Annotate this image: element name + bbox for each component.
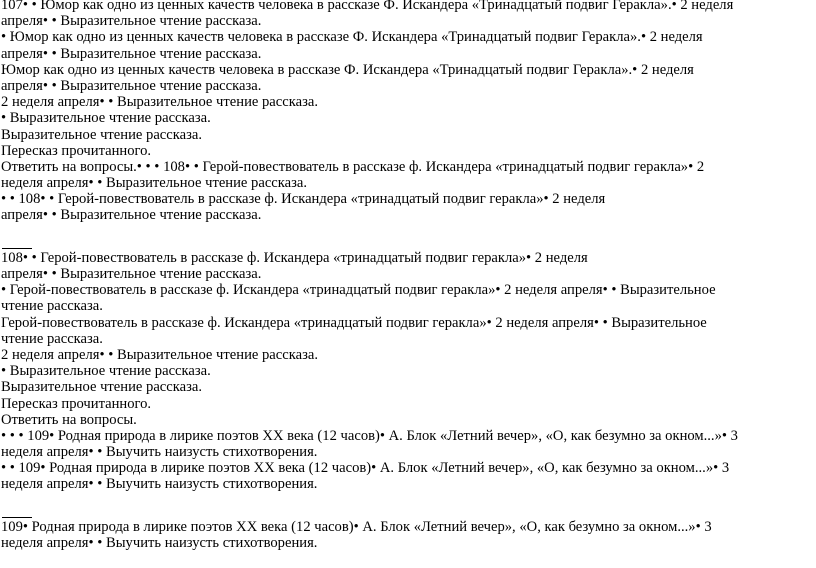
text-line: • Герой-повествователь в рассказе ф. Искандера «тринадцатый подвиг геракла»• 2 неделя апреля• • Выразительное bbox=[1, 282, 716, 299]
text-line: • • 108• • Герой-повествователь в рассказе ф. Искандера «тринадцатый подвиг геракла»• 2 неделя bbox=[1, 191, 606, 208]
text-line: неделя апреля• • Выразительное чтение рассказа. bbox=[1, 175, 308, 192]
text-line: апреля• • Выразительное чтение рассказа. bbox=[1, 77, 262, 94]
text-line: • • 109• Родная природа в лирике поэтов XX века (12 часов)• А. Блок «Летний вечер», «О, как безумно за окном...»• 3 bbox=[1, 460, 730, 477]
text-line: Пересказ прочитанного. bbox=[1, 395, 152, 412]
text-line: • Выразительное чтение рассказа. bbox=[1, 363, 211, 380]
text-line: неделя апреля• • Выучить наизусть стихотворения. bbox=[1, 444, 318, 461]
text-line: 108• • Герой-повествователь в рассказе ф. Искандера «тринадцатый подвиг геракла»• 2 неделя bbox=[1, 249, 588, 266]
separator-row bbox=[1, 509, 809, 519]
text-line: Юмор как одно из ценных качеств человека в рассказе Ф. Искандера «Тринадцатый подвиг Геракла».• 2 неделя bbox=[1, 61, 694, 78]
text-line: • • • 109• Родная природа в лирике поэтов XX века (12 часов)• А. Блок «Летний вечер», «О, как безумно за окном...»• 3 bbox=[1, 427, 738, 444]
text-line: чтение рассказа. bbox=[1, 298, 103, 315]
text-line: Выразительное чтение рассказа. bbox=[1, 126, 202, 143]
separator-rule bbox=[2, 248, 32, 249]
separator-rule bbox=[2, 517, 32, 518]
text-line: Выразительное чтение рассказа. bbox=[1, 379, 202, 396]
text-line: неделя апреля• • Выучить наизусть стихотворения. bbox=[1, 535, 318, 551]
text-line: Пересказ прочитанного. bbox=[1, 142, 152, 159]
blank-gap bbox=[1, 224, 809, 240]
text-line: апреля• • Выразительное чтение рассказа. bbox=[1, 207, 262, 224]
text-line: апреля• • Выразительное чтение рассказа. bbox=[1, 45, 262, 62]
text-line: Герой-повествователь в рассказе ф. Искандера «тринадцатый подвиг геракла»• 2 неделя апреля• • Выразительное bbox=[1, 314, 707, 331]
blank-gap bbox=[1, 493, 809, 509]
text-line: неделя апреля• • Выучить наизусть стихотворения. bbox=[1, 476, 318, 493]
text-line: • Юмор как одно из ценных качеств человека в рассказе Ф. Искандера «Тринадцатый подвиг Геракла».• 2 неделя bbox=[1, 29, 703, 46]
text-line: Ответить на вопросы.• • • 108• • Герой-повествователь в рассказе ф. Искандера «тринадцатый подвиг геракла»• 2 bbox=[1, 158, 705, 175]
text-line: апреля• • Выразительное чтение рассказа. bbox=[1, 13, 262, 30]
text-line: 107• • Юмор как одно из ценных качеств человека в рассказе Ф. Искандера «Тринадцатый подвиг Геракла».• 2 неделя bbox=[1, 0, 734, 13]
text-line: 2 неделя апреля• • Выразительное чтение рассказа. bbox=[1, 94, 318, 111]
text-line: 109• Родная природа в лирике поэтов XX века (12 часов)• А. Блок «Летний вечер», «О, как безумно за окном...»• 3 bbox=[1, 518, 712, 535]
text-line: 2 неделя апреля• • Выразительное чтение рассказа. bbox=[1, 346, 318, 363]
text-line: • Выразительное чтение рассказа. bbox=[1, 110, 211, 127]
text-line: Ответить на вопросы. bbox=[1, 411, 137, 428]
text-line: чтение рассказа. bbox=[1, 330, 103, 347]
separator-row bbox=[1, 240, 809, 250]
text-line: апреля• • Выразительное чтение рассказа. bbox=[1, 266, 262, 282]
